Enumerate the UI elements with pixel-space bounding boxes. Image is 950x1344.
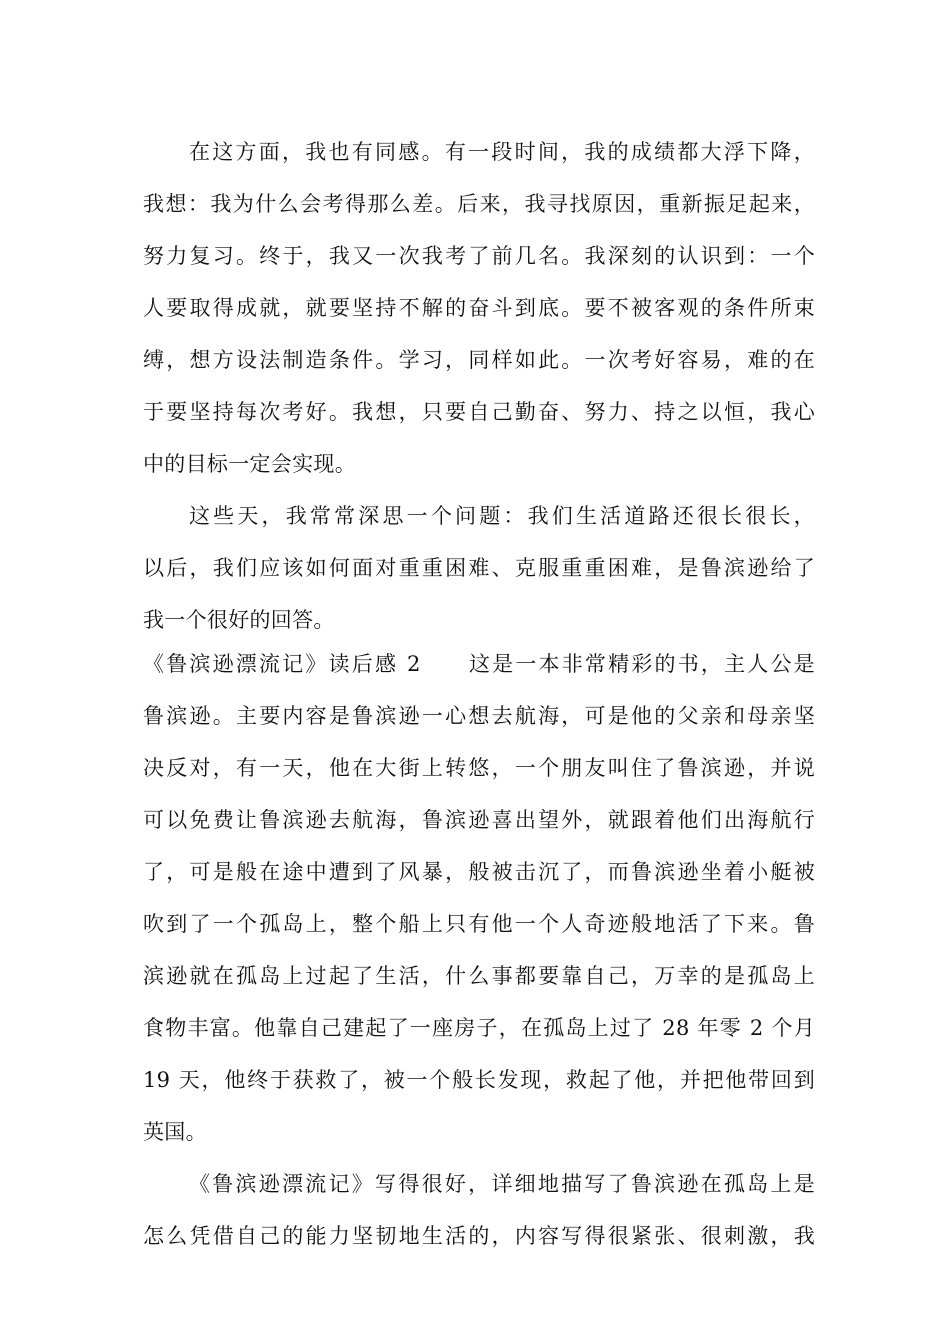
text-line: 英国。 [143,1120,207,1144]
text-line: 这些天，我常常深思一个问题：我们生活道路还很长很长， [189,504,815,528]
text-line: 鲁滨逊。主要内容是鲁滨逊一心想去航海，可是他的父亲和母亲坚 [143,704,815,728]
text-line: 中的目标一定会实现。 [143,452,356,476]
text-line: 人要取得成就，就要坚持不解的奋斗到底。要不被客观的条件所束 [143,296,815,320]
text-line: 决反对，有一天，他在大街上转悠，一个朋友叫住了鲁滨逊，并说 [143,756,815,780]
text-line: 于要坚持每次考好。我想，只要自己勤奋、努力、持之以恒，我心 [143,400,815,424]
text-line: 吹到了一个孤岛上，整个船上只有他一个人奇迹般地活了下来。鲁 [143,912,815,936]
text-line: 怎么凭借自己的能力坚韧地生活的，内容写得很紧张、很刺激，我 [143,1224,815,1248]
text-line: 滨逊就在孤岛上过起了生活，什么事都要靠自己，万幸的是孤岛上 [143,964,815,988]
text-line: 缚，想方设法制造条件。学习，同样如此。一次考好容易，难的在 [143,348,815,372]
text-line: 可以免费让鲁滨逊去航海，鲁滨逊喜出望外，就跟着他们出海航行 [143,808,815,832]
text-line: 我一个很好的回答。 [143,608,335,632]
text-line: 19 天，他终于获救了，被一个般长发现，救起了他，并把他带回到 [143,1068,815,1092]
text-line: 了，可是般在途中遭到了风暴，般被击沉了，而鲁滨逊坐着小艇被 [143,860,815,884]
text-line: 《鲁滨逊漂流记》写得很好，详细地描写了鲁滨逊在孤岛上是 [189,1172,815,1196]
text-line: 《鲁滨逊漂流记》读后感 2 这是一本非常精彩的书，主人公是 [143,652,815,676]
text-line: 在这方面，我也有同感。有一段时间，我的成绩都大浮下降， [189,140,815,164]
text-line: 以后，我们应该如何面对重重困难、克服重重困难，是鲁滨逊给了 [143,556,815,580]
text-line: 努力复习。终于，我又一次我考了前几名。我深刻的认识到：一个 [143,244,815,268]
text-line: 食物丰富。他靠自己建起了一座房子，在孤岛上过了 28 年零 2 个月 [143,1016,815,1040]
text-line: 我想：我为什么会考得那么差。后来，我寻找原因，重新振足起来， [143,192,815,216]
